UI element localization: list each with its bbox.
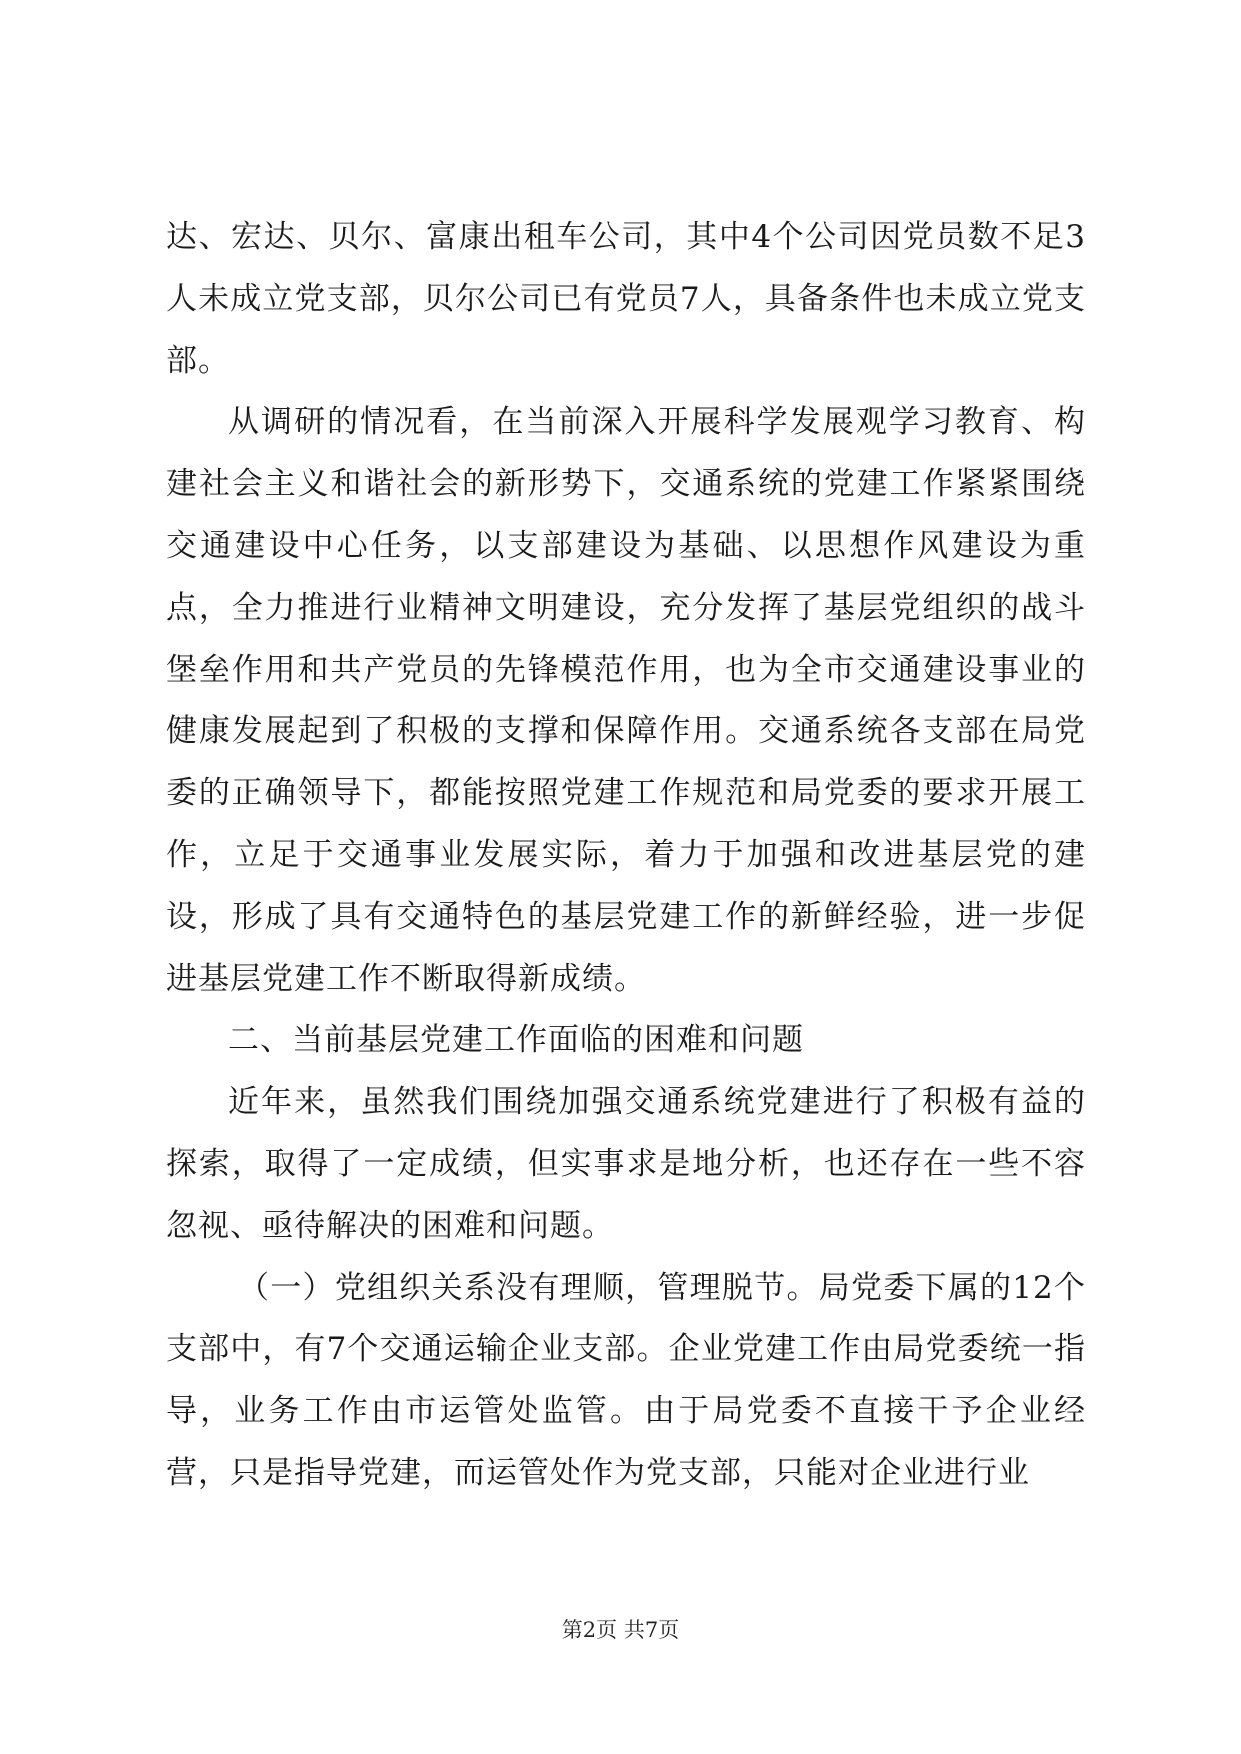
document-body	[166, 207, 1086, 1505]
paragraph-intro-problems: 近年来，虽然我们围绕加强交通系统党建进行了积极有益的探索，取得了一定成绩，但实事求是地分析，也还存在一些不容忽视、亟待解决的困难和问题。	[166, 1084, 1086, 1244]
paragraph-problem-one: （一）党组织关系没有理顺，管理脱节。局党委下属的12个支部中，有7个交通运输企业支部。企业党建工作由局党委统一指导，业务工作由市运管处监管。由于局党委不直接干予企业经营，只是指导党建，而运管处作为党支部，只能对企业进行业	[166, 1269, 1086, 1491]
paragraph-continuation: 达、宏达、贝尔、富康出租车公司，其中4个公司因党员数不足3人未成立党支部，贝尔公司已有党员7人，具备条件也未成立党支部。	[166, 219, 1086, 379]
paragraph-survey-findings: 从调研的情况看，在当前深入开展科学发展观学习教育、构建社会主义和谐社会的新形势下，交通系统的党建工作紧紧围绕交通建设中心任务，以支部建设为基础、以思想作风建设为重点，全力推进行业精神文明建设，充分发挥了基层党组织的战斗堡垒作用和共产党员的先锋模范作用，也为全市交通建设事业的健康发展起到了积极的支撑和保障作用。交通系统各支部在局党委的正确领导下，都能按照党建工作规范和局党委的要求开展工作，立足于交通事业发展实际，着力于加强和改进基层党的建设，形成了具有交通特色的基层党建工作的新鲜经验，进一步促进基层党建工作不断取得新成绩。	[166, 404, 1086, 997]
page-footer: 第2页 共7页	[561, 1618, 680, 1642]
section-heading: 二、当前基层党建工作面临的困难和问题	[228, 1022, 804, 1059]
